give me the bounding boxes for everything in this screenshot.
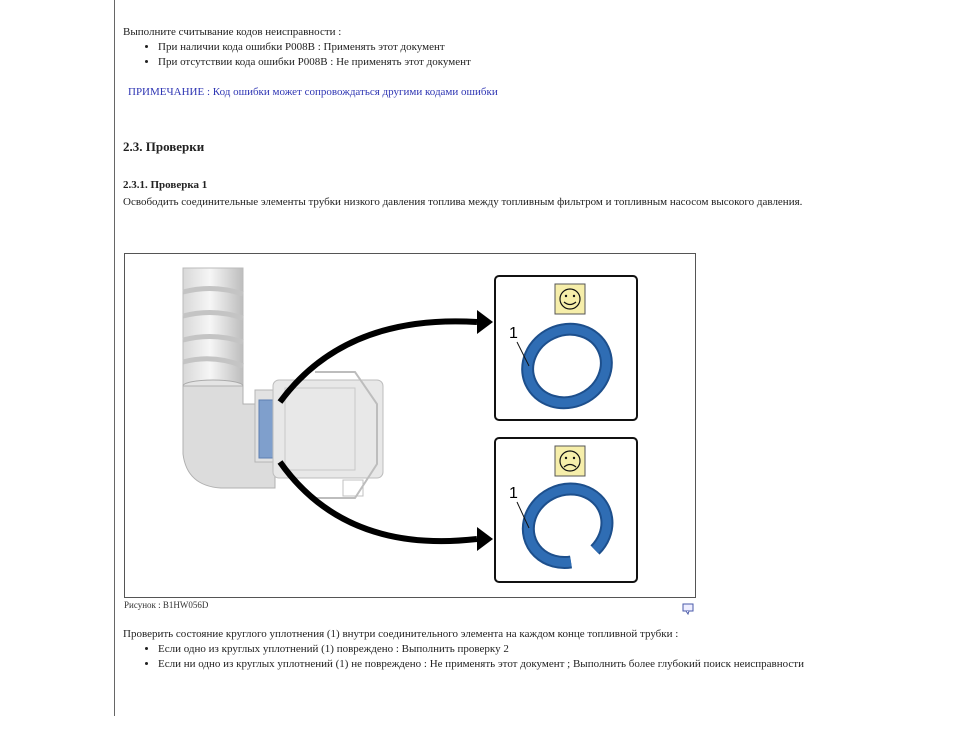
left-margin-rule (114, 0, 115, 716)
figure-svg (125, 254, 695, 597)
check-list (123, 642, 818, 672)
figure-caption: Рисунок : B1HW056D (124, 600, 209, 610)
callout-number: 1 (509, 325, 518, 342)
intro-line: Выполните считывание кодов неисправности : (123, 26, 342, 38)
damaged-seal-panel (495, 438, 637, 582)
list-item: • Если ни одно из круглых уплотнений (1) не повреждено : Не применять этот документ ; Выполнить более глубокий поиск неисправности (158, 657, 818, 672)
comment-icon[interactable] (682, 602, 694, 614)
section-paragraph: Освободить соединительные элементы трубки низкого давления топлива между топливным фильтром и топливным насосом высокого давления. (123, 196, 803, 208)
note-label: ПРИМЕЧАНИЕ (128, 86, 205, 98)
subsection-title: 2.3.1. Проверка 1 (123, 179, 208, 191)
figure-illustration (124, 253, 696, 598)
list-item: • При наличии кода ошибки P008B : Применять этот документ (158, 40, 838, 55)
list-item: • Если одно из круглых уплотнений (1) повреждено : Выполнить проверку 2 (158, 642, 818, 657)
note-text: : Код ошибки может сопровождаться другими кодами ошибки (204, 86, 498, 98)
callout-number: 1 (509, 485, 518, 502)
section-title: 2.3. Проверки (123, 139, 205, 154)
good-seal-panel (495, 276, 637, 420)
note (128, 85, 498, 100)
list-item: • При отсутствии кода ошибки P008B : Не применять этот документ (158, 55, 838, 70)
intro-list (123, 40, 838, 70)
check-line: Проверить состояние круглого уплотнения (1) внутри соединительного элемента на каждом конце топливной трубки : (123, 628, 679, 640)
